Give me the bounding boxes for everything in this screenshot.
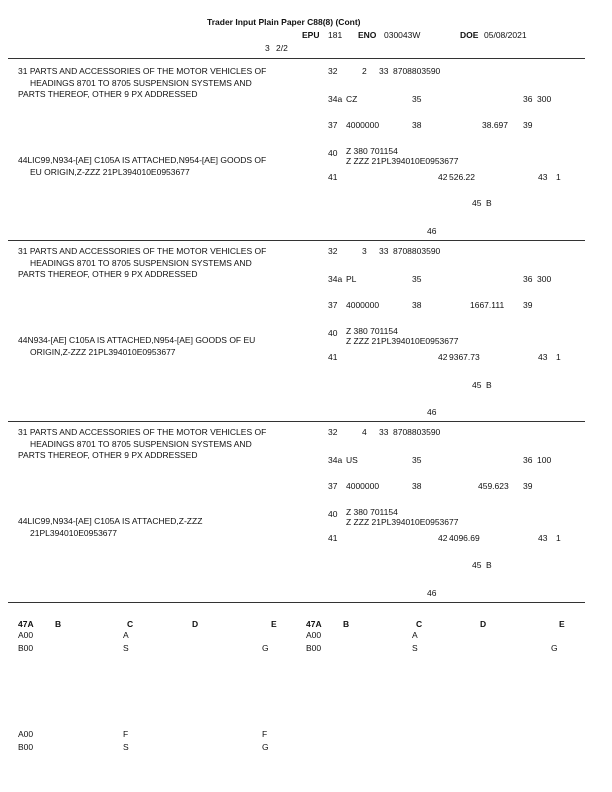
tax-type: A00	[18, 630, 34, 640]
tax-type: B00	[18, 742, 34, 752]
box37-label: 37	[328, 481, 338, 491]
col-b-header: B	[343, 619, 350, 629]
box41-label: 41	[328, 172, 338, 182]
box45-value: B	[486, 198, 492, 208]
box45-label: 45	[472, 198, 482, 208]
previous-document: Z 380 701154	[346, 146, 398, 156]
box43-value: 1	[556, 533, 561, 543]
box45-label: 45	[472, 380, 482, 390]
net-mass: 1667.111	[470, 300, 505, 310]
box43-label: 43	[538, 352, 548, 362]
box33-label: 33	[379, 246, 389, 256]
box33-label: 33	[379, 66, 389, 76]
box31-line: 31 PARTS AND ACCESSORIES OF THE MOTOR VEHICLES OF	[18, 246, 267, 256]
box36-value: 300	[537, 274, 552, 284]
col-e-header: E	[559, 619, 565, 629]
box44-additional-info	[18, 516, 318, 539]
page-number: 3	[265, 43, 270, 53]
box33-label: 33	[379, 427, 389, 437]
previous-document: Z ZZZ 21PL394010E0953677	[346, 156, 459, 166]
box38-label: 38	[412, 300, 422, 310]
box32-label: 32	[328, 66, 338, 76]
box40-label: 40	[328, 509, 338, 519]
eno-value: 030043W	[384, 30, 421, 40]
box44-line: ORIGIN,Z-ZZZ 21PL394010E0953677	[30, 346, 176, 357]
box39-label: 39	[523, 300, 533, 310]
tax-type: B00	[18, 643, 34, 653]
tax-e-value: F	[262, 729, 268, 739]
box31-line: PARTS THEREOF, OTHER 9 PX ADDRESSED	[18, 89, 198, 99]
net-mass: 459.623	[478, 481, 509, 491]
tax-type: A00	[306, 630, 322, 640]
box44-line: 44LIC99,N934-[AE] C105A IS ATTACHED,Z-ZZZ	[18, 516, 203, 526]
box42-label: 42	[438, 352, 448, 362]
box31-line: PARTS THEREOF, OTHER 9 PX ADDRESSED	[18, 450, 198, 460]
col-c-header: C	[127, 619, 134, 629]
box43-label: 43	[538, 172, 548, 182]
form-title: Trader Input Plain Paper C88(8) (Cont)	[207, 17, 361, 27]
doe-label: DOE	[460, 30, 479, 40]
tax-c-value: F	[123, 729, 129, 739]
origin-country: PL	[346, 274, 357, 284]
net-mass: 38.697	[482, 120, 508, 130]
box39-label: 39	[523, 481, 533, 491]
tax-e-value: G	[262, 742, 269, 752]
box45-label: 45	[472, 560, 482, 570]
box44-additional-info	[18, 335, 318, 358]
previous-document: Z ZZZ 21PL394010E0953677	[346, 517, 459, 527]
cpc-value: 4000000	[346, 481, 380, 491]
tax-type: A00	[18, 729, 34, 739]
tax-e-value: G	[551, 643, 558, 653]
cpc-value: 4000000	[346, 300, 380, 310]
item-number: 3	[362, 246, 367, 256]
divider	[8, 602, 585, 603]
box36-label: 36	[523, 94, 533, 104]
box43-value: 1	[556, 352, 561, 362]
box39-label: 39	[523, 120, 533, 130]
col-d-header: D	[480, 619, 487, 629]
doe-value: 05/08/2021	[484, 30, 527, 40]
box31-line: PARTS THEREOF, OTHER 9 PX ADDRESSED	[18, 269, 198, 279]
box31-line: HEADINGS 8701 TO 8705 SUSPENSION SYSTEMS AND	[30, 77, 252, 88]
epu-value: 181	[328, 30, 343, 40]
box44-additional-info	[18, 155, 318, 178]
col-e-header: E	[271, 619, 277, 629]
box31-description	[18, 246, 318, 281]
box36-value: 300	[537, 94, 552, 104]
box41-label: 41	[328, 533, 338, 543]
tax-c-value: A	[412, 630, 418, 640]
box34a-label: 34a	[328, 455, 343, 465]
box41-label: 41	[328, 352, 338, 362]
box44-line: 21PL394010E0953677	[30, 527, 117, 538]
item-price: 526.22	[449, 172, 475, 182]
box34a-label: 34a	[328, 274, 343, 284]
box38-label: 38	[412, 120, 422, 130]
box37-label: 37	[328, 300, 338, 310]
box42-label: 42	[438, 533, 448, 543]
tax-e-value: G	[262, 643, 269, 653]
commodity-code: 8708803590	[393, 427, 441, 437]
box35-label: 35	[412, 455, 422, 465]
box31-line: 31 PARTS AND ACCESSORIES OF THE MOTOR VEHICLES OF	[18, 427, 267, 437]
box44-line: EU ORIGIN,Z-ZZZ 21PL394010E0953677	[30, 166, 190, 177]
page-of: 2/2	[276, 43, 288, 53]
box44-line: 44N934-[AE] C105A IS ATTACHED,N954-[AE] GOODS OF EU	[18, 335, 256, 345]
box32-label: 32	[328, 246, 338, 256]
tax-type: B00	[306, 643, 322, 653]
previous-document: Z 380 701154	[346, 507, 398, 517]
box44-line: 44LIC99,N934-[AE] C105A IS ATTACHED,N954-[AE] GOODS OF	[18, 155, 267, 165]
origin-country: US	[346, 455, 358, 465]
epu-label: EPU	[302, 30, 320, 40]
box38-label: 38	[412, 481, 422, 491]
col-b-header: B	[55, 619, 62, 629]
box32-label: 32	[328, 427, 338, 437]
box31-description	[18, 66, 318, 101]
previous-document: Z 380 701154	[346, 326, 398, 336]
tax-c-value: S	[123, 742, 129, 752]
item-number: 2	[362, 66, 367, 76]
box40-label: 40	[328, 328, 338, 338]
box46-label: 46	[427, 226, 437, 236]
box43-value: 1	[556, 172, 561, 182]
commodity-code: 8708803590	[393, 246, 441, 256]
box47a-header: 47A	[306, 619, 322, 629]
box46-label: 46	[427, 588, 437, 598]
box40-label: 40	[328, 148, 338, 158]
box31-line: HEADINGS 8701 TO 8705 SUSPENSION SYSTEMS AND	[30, 257, 252, 268]
origin-country: CZ	[346, 94, 358, 104]
item-price: 9367.73	[449, 352, 480, 362]
col-c-header: C	[416, 619, 423, 629]
item-number: 4	[362, 427, 367, 437]
divider	[8, 421, 585, 422]
commodity-code: 8708803590	[393, 66, 441, 76]
tax-c-value: S	[123, 643, 129, 653]
box45-value: B	[486, 560, 492, 570]
box31-line: 31 PARTS AND ACCESSORIES OF THE MOTOR VEHICLES OF	[18, 66, 267, 76]
eno-label: ENO	[358, 30, 377, 40]
tax-c-value: A	[123, 630, 129, 640]
cpc-value: 4000000	[346, 120, 380, 130]
col-d-header: D	[192, 619, 199, 629]
box31-description	[18, 427, 318, 462]
box37-label: 37	[328, 120, 338, 130]
box35-label: 35	[412, 274, 422, 284]
box31-line: HEADINGS 8701 TO 8705 SUSPENSION SYSTEMS AND	[30, 438, 252, 449]
previous-document: Z ZZZ 21PL394010E0953677	[346, 336, 459, 346]
box43-label: 43	[538, 533, 548, 543]
box47a-header: 47A	[18, 619, 34, 629]
box36-label: 36	[523, 274, 533, 284]
box45-value: B	[486, 380, 492, 390]
item-price: 4096.69	[449, 533, 480, 543]
box34a-label: 34a	[328, 94, 343, 104]
box42-label: 42	[438, 172, 448, 182]
box35-label: 35	[412, 94, 422, 104]
tax-c-value: S	[412, 643, 418, 653]
box46-label: 46	[427, 407, 437, 417]
box36-label: 36	[523, 455, 533, 465]
divider	[8, 240, 585, 241]
box36-value: 100	[537, 455, 552, 465]
divider	[8, 58, 585, 59]
